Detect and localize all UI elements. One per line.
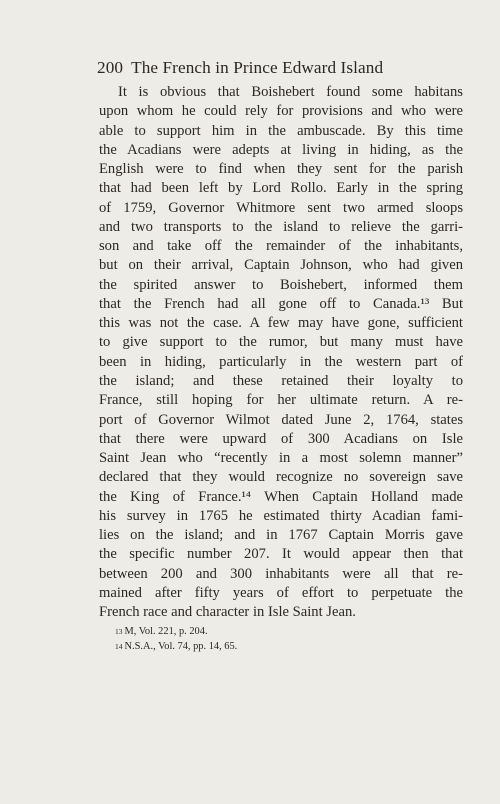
text-line: upon whom he could rely for provisions and who were xyxy=(99,103,463,120)
text-line: lies on the island; and in 1767 Captain Morris gave xyxy=(99,527,463,544)
footnote xyxy=(115,625,445,640)
footnote-marker: 13 xyxy=(115,627,123,636)
text-line: the spirited answer to Boishebert, informed them xyxy=(99,276,463,293)
text-line: French race and character in Isle Saint Jean. xyxy=(99,604,356,621)
text-line: between 200 and 300 inhabitants were all that re- xyxy=(99,565,463,582)
text-line: port of Governor Wilmot dated June 2, 1764, states xyxy=(99,411,463,428)
text-line: mained after fifty years of effort to perpetuate the xyxy=(99,584,463,601)
text-line: the specific number 207. It would appear then that xyxy=(99,546,463,563)
text-line: that the French had all gone off to Canada.¹³ But xyxy=(99,295,463,312)
footnote xyxy=(115,640,445,655)
text-line: that there were upward of 300 Acadians on Isle xyxy=(99,430,463,447)
text-line: that had been left by Lord Rollo. Early in the spring xyxy=(99,180,463,197)
text-line: been in hiding, particularly in the western part of xyxy=(99,353,463,370)
text-line: the Acadians were adepts at living in hiding, as the xyxy=(99,141,463,158)
footnotes xyxy=(115,625,445,654)
text-line: France, still hoping for her ultimate return. A re- xyxy=(99,392,463,409)
text-line: and two transports to the island to relieve the garri- xyxy=(99,218,463,235)
text-line: the island; and these retained their loyalty to xyxy=(99,372,463,389)
text-line: English were to find when they sent for the parish xyxy=(99,161,463,178)
text-line: able to support him in the ambuscade. By this time xyxy=(99,122,463,139)
page-number: 200 xyxy=(97,58,124,77)
page-header xyxy=(97,57,427,79)
footnote-text: M, Vol. 221, p. 204. xyxy=(124,626,208,637)
footnote-marker: 14 xyxy=(115,641,123,651)
footnote-text: N.S.A., Vol. 74, pp. 14, 65. xyxy=(124,640,238,652)
text-line: of 1759, Governor Whitmore sent two armed sloops xyxy=(99,199,463,216)
text-line: this was not the case. A few may have gone, sufficient xyxy=(99,315,463,332)
text-line: the King of France.¹⁴ When Captain Holland made xyxy=(99,488,463,505)
body-paragraph xyxy=(99,83,463,622)
text-line: his survey in 1765 he estimated thirty Acadian fami- xyxy=(99,507,463,524)
running-head: The French in Prince Edward Island xyxy=(131,58,384,77)
text-line: declared that they would recognize no sovereign save xyxy=(99,469,463,486)
text-line: but on their arrival, Captain Johnson, who had given xyxy=(99,257,463,274)
text-line: to give support to the rumor, but many must have xyxy=(99,334,463,351)
text-line: Saint Jean who “recently in a most solemn manner” xyxy=(99,450,463,467)
text-line: son and take off the remainder of the inhabitants, xyxy=(99,238,463,255)
text-line: It is obvious that Boishebert found some habitans xyxy=(118,84,463,100)
